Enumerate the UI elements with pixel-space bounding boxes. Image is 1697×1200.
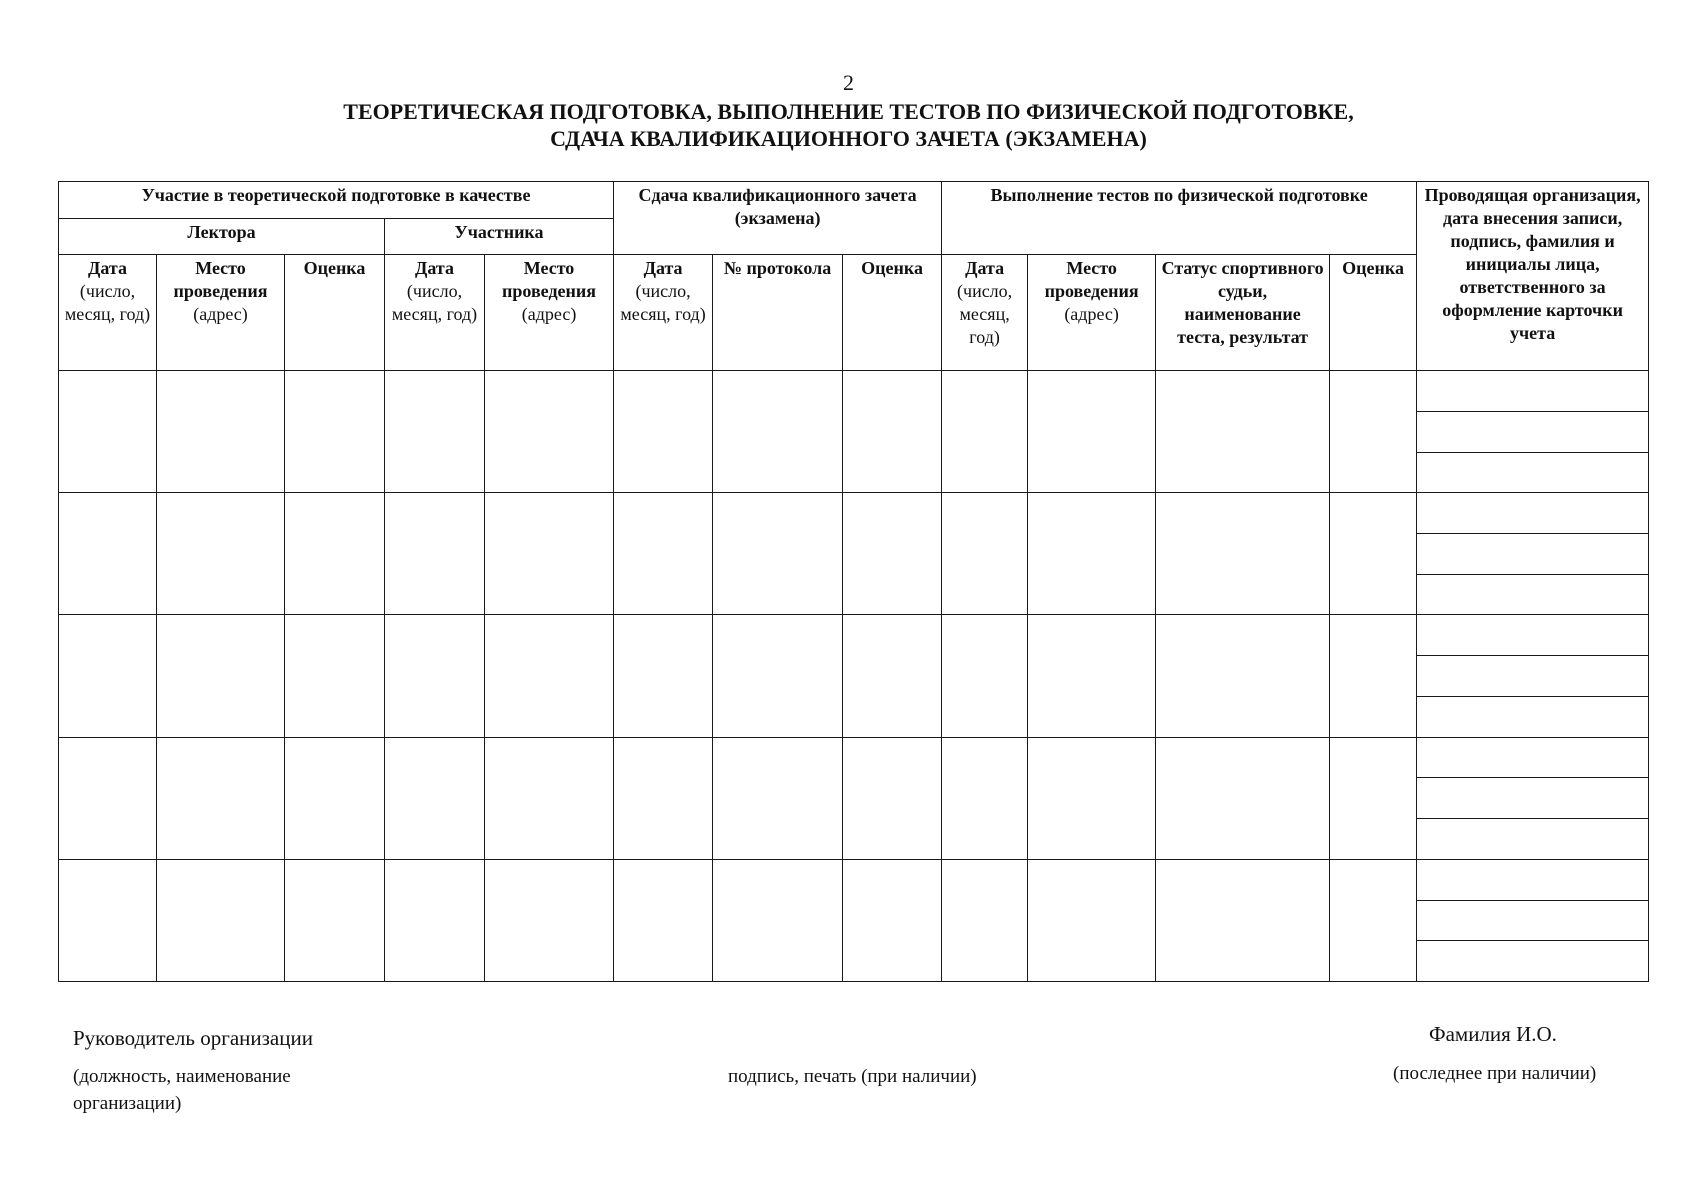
exam-protocol-header: № протокола — [713, 255, 843, 371]
lecturer-header: Лектора — [59, 219, 385, 255]
table-cell — [843, 615, 942, 737]
table-cell — [1156, 859, 1330, 981]
tests-date-header: Дата (число, месяц, год) — [942, 255, 1028, 371]
org-cell — [1417, 371, 1649, 493]
table-cell — [385, 615, 485, 737]
org-subline — [1417, 860, 1648, 901]
table-cell — [614, 615, 713, 737]
table-cell — [157, 371, 285, 493]
table-cell — [1330, 371, 1417, 493]
participant-header: Участника — [385, 219, 614, 255]
table-cell — [485, 859, 614, 981]
table-cell — [485, 615, 614, 737]
org-subline — [1417, 453, 1648, 493]
table-cell — [942, 493, 1028, 615]
table-row — [59, 737, 1649, 859]
participant-place-header: Место проведения (адрес) — [485, 255, 614, 371]
table-cell — [385, 737, 485, 859]
table-cell — [713, 615, 843, 737]
title-line-1: ТЕОРЕТИЧЕСКАЯ ПОДГОТОВКА, ВЫПОЛНЕНИЕ ТЕСТОВ ПО ФИЗИЧЕСКОЙ ПОДГОТОВКЕ, — [343, 99, 1354, 124]
tests-grade-header: Оценка — [1330, 255, 1417, 371]
table-cell — [1156, 493, 1330, 615]
org-subline — [1417, 575, 1648, 615]
table-cell — [1330, 493, 1417, 615]
table-cell — [713, 737, 843, 859]
org-subline — [1417, 656, 1648, 697]
org-subline — [1417, 371, 1648, 412]
table-cell — [1156, 615, 1330, 737]
table-cell — [285, 737, 385, 859]
exam-date-header: Дата (число, месяц, год) — [614, 255, 713, 371]
org-subline — [1417, 738, 1648, 779]
org-cell — [1417, 737, 1649, 859]
table-cell — [157, 737, 285, 859]
table-cell — [59, 493, 157, 615]
footer-position-note: (должность, наименование организации) — [73, 1066, 291, 1114]
table-cell — [385, 859, 485, 981]
org-subline — [1417, 534, 1648, 575]
table-cell — [713, 493, 843, 615]
table-cell — [713, 859, 843, 981]
page-number: 2 — [843, 70, 854, 95]
lecturer-date-header: Дата (число, месяц, год) — [59, 255, 157, 371]
table-cell — [285, 615, 385, 737]
table-cell — [843, 371, 942, 493]
table-cell — [942, 371, 1028, 493]
org-subline — [1417, 412, 1648, 453]
org-subline — [1417, 941, 1648, 981]
table-cell — [614, 859, 713, 981]
table-cell — [942, 615, 1028, 737]
record-table — [58, 181, 1649, 982]
table-cell — [157, 859, 285, 981]
table-cell — [285, 859, 385, 981]
table-cell — [713, 371, 843, 493]
table-cell — [1330, 859, 1417, 981]
table-cell — [485, 493, 614, 615]
table-cell — [1028, 615, 1156, 737]
table-cell — [285, 493, 385, 615]
footer-name: Фамилия И.О. — [1429, 1022, 1557, 1046]
tests-group-header: Выполнение тестов по физической подготовке — [942, 182, 1417, 255]
org-header: Проводящая организация, дата внесения записи, подпись, фамилия и инициалы лица, ответственного за оформление карточки учета — [1417, 182, 1649, 371]
table-cell — [843, 493, 942, 615]
table-cell — [385, 371, 485, 493]
table-cell — [843, 737, 942, 859]
table-row — [59, 493, 1649, 615]
table-cell — [1028, 371, 1156, 493]
table-cell — [614, 493, 713, 615]
footer-name-note: (последнее при наличии) — [1393, 1063, 1597, 1084]
lecturer-place-header: Место проведения (адрес) — [157, 255, 285, 371]
table-cell — [1330, 737, 1417, 859]
org-cell — [1417, 493, 1649, 615]
table-cell — [1330, 615, 1417, 737]
table-cell — [1028, 737, 1156, 859]
table-cell — [59, 371, 157, 493]
page-title — [0, 98, 1697, 152]
table-cell — [1156, 371, 1330, 493]
table-cell — [614, 737, 713, 859]
org-subline — [1417, 901, 1648, 942]
exam-group-header: Сдача квалификационного зачета (экзамена) — [614, 182, 942, 255]
org-subline — [1417, 778, 1648, 819]
tests-status-header: Статус спортивного судьи, наименование теста, результат — [1156, 255, 1330, 371]
org-subline — [1417, 615, 1648, 656]
org-subline — [1417, 493, 1648, 534]
lecturer-grade-header: Оценка — [285, 255, 385, 371]
table-cell — [285, 371, 385, 493]
table-row — [59, 615, 1649, 737]
table-cell — [485, 737, 614, 859]
org-cell — [1417, 859, 1649, 981]
tests-place-header: Место проведения (адрес) — [1028, 255, 1156, 371]
exam-grade-header: Оценка — [843, 255, 942, 371]
table-cell — [157, 493, 285, 615]
table-cell — [59, 737, 157, 859]
table-cell — [942, 859, 1028, 981]
org-subline — [1417, 819, 1648, 859]
table-cell — [385, 493, 485, 615]
table-cell — [1156, 737, 1330, 859]
table-cell — [485, 371, 614, 493]
table-cell — [1028, 859, 1156, 981]
table-cell — [59, 615, 157, 737]
org-subline — [1417, 697, 1648, 737]
footer-head-title: Руководитель организации — [73, 1026, 313, 1050]
table-row — [59, 371, 1649, 493]
table-cell — [614, 371, 713, 493]
table-cell — [59, 859, 157, 981]
table-cell — [157, 615, 285, 737]
participant-date-header: Дата (число, месяц, год) — [385, 255, 485, 371]
table-row — [59, 859, 1649, 981]
theory-group-header: Участие в теоретической подготовке в качестве — [59, 182, 614, 219]
table-cell — [843, 859, 942, 981]
title-line-2: СДАЧА КВАЛИФИКАЦИОННОГО ЗАЧЕТА (ЭКЗАМЕНА) — [550, 126, 1147, 151]
table-cell — [1028, 493, 1156, 615]
table-cell — [942, 737, 1028, 859]
org-cell — [1417, 615, 1649, 737]
footer-signature-note: подпись, печать (при наличии) — [728, 1066, 977, 1087]
